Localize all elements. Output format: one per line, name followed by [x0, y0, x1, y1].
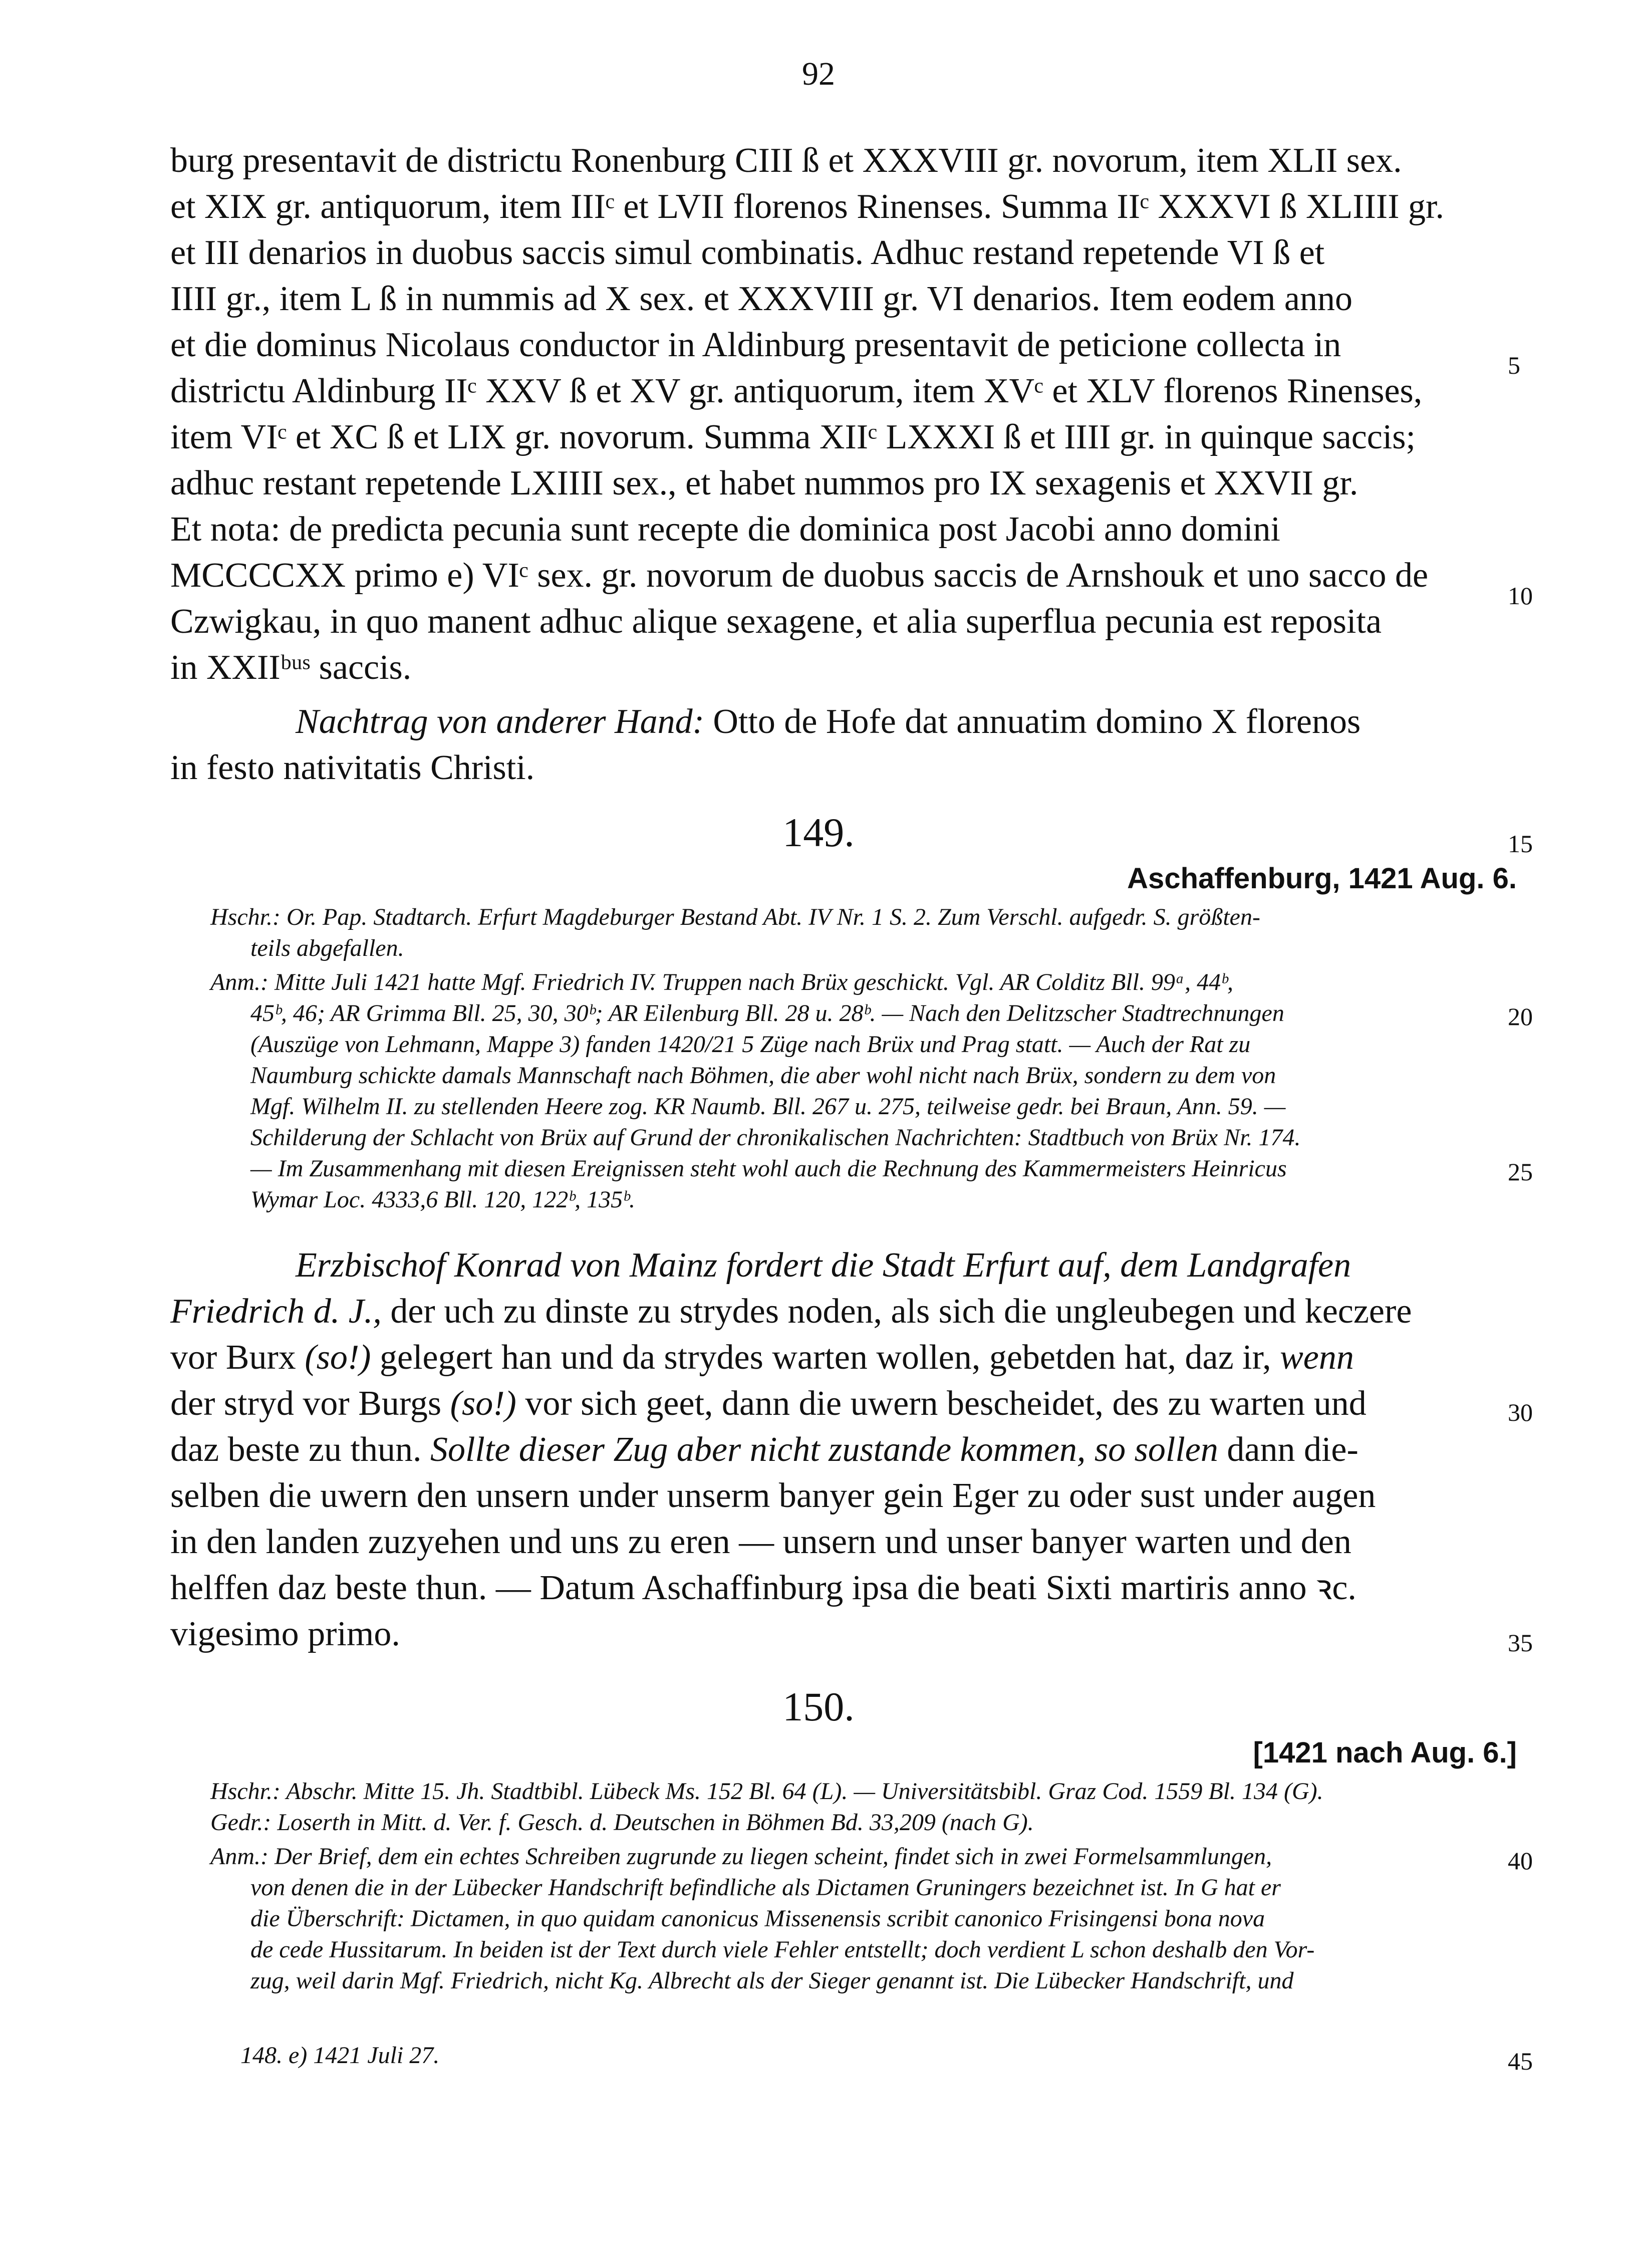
text-line: in XXIIᵇᵘˢ saccis.	[170, 648, 412, 687]
line-number: 35	[1508, 1629, 1533, 1657]
addendum-line	[296, 699, 1360, 745]
regest-line	[296, 1242, 1351, 1289]
text-line	[170, 1381, 1367, 1427]
line-number: 10	[1508, 582, 1533, 610]
note-line: 45ᵇ, 46; AR Grimma Bll. 25, 30, 30ᵇ; AR Eilenburg Bll. 28 u. 28ᵇ. — Nach den Delitzscher Stadtrechnungen	[250, 1000, 1284, 1027]
regest-text: Sollte dieser Zug aber nicht zustande kommen, so sollen	[430, 1430, 1218, 1469]
line-number: 15	[1508, 830, 1533, 858]
text-line: item VIᶜ et XC ß et LIX gr. novorum. Summa XIIᶜ LXXXI ß et IIII gr. in quinque saccis;	[170, 418, 1416, 456]
note-line: Hschr.: Or. Pap. Stadtarch. Erfurt Magdeburger Bestand Abt. IV Nr. 1 S. 2. Zum Verschl. aufgedr. S. größten-	[210, 904, 1260, 930]
note-line: Schilderung der Schlacht von Brüx auf Grund der chronikalischen Nachrichten: Stadtbuch von Brüx Nr. 174.	[250, 1124, 1301, 1151]
addendum-label: Nachtrag von anderer Hand:	[296, 702, 704, 741]
document-number: 149.	[782, 810, 855, 855]
addendum-line: in festo nativitatis Christi.	[170, 748, 535, 787]
sic-mark: (so!)	[305, 1338, 371, 1377]
quote-text: daz beste zu thun.	[170, 1430, 430, 1469]
quote-text: der uch zu dinste zu strydes noden, als sich die ungleubegen und keczere	[381, 1292, 1412, 1331]
text-line: helffen daz beste thun. — Datum Aschaffinburg ipsa die beati Sixti martiris anno ꝛc.	[170, 1569, 1356, 1607]
quote-text: dann die-	[1218, 1430, 1358, 1469]
note-line: Anm.: Mitte Juli 1421 hatte Mgf. Friedrich IV. Truppen nach Brüx geschickt. Vgl. AR Colditz Bll. 99ᵃ, 44ᵇ,	[210, 969, 1233, 995]
sic-mark: (so!)	[450, 1384, 516, 1423]
regest-text: Friedrich d. J.,	[170, 1292, 382, 1331]
addendum-text: Otto de Hofe dat annuatim domino X florenos	[713, 702, 1361, 741]
text-line	[170, 1427, 1358, 1473]
text-line: in den landen zuzyehen und uns zu eren — unsern und unser banyer warten und den	[170, 1523, 1351, 1561]
text-line: burg presentavit de districtu Ronenburg CIII ß et XXXVIII gr. novorum, item XLII sex.	[170, 141, 1402, 180]
quote-text: gelegert han und da strydes warten wollen, gebetden hat, daz ir,	[371, 1338, 1280, 1377]
place-date: [1421 nach Aug. 6.]	[1253, 1736, 1517, 1769]
note-line: Wymar Loc. 4333,6 Bll. 120, 122ᵇ, 135ᵇ.	[250, 1186, 636, 1213]
place-date: Aschaffenburg, 1421 Aug. 6.	[1127, 862, 1517, 895]
line-number: 25	[1508, 1158, 1533, 1186]
text-line: Et nota: de predicta pecunia sunt recepte die dominica post Jacobi anno domini	[170, 510, 1280, 549]
text-line	[170, 1335, 1354, 1381]
note-line: Hschr.: Abschr. Mitte 15. Jh. Stadtbibl. Lübeck Ms. 152 Bl. 64 (L). — Universitätsbibl. Graz Cod. 1559 Bl. 134 (G).	[210, 1778, 1323, 1805]
note-line: zug, weil darin Mgf. Friedrich, nicht Kg. Albrecht als der Sieger genannt ist. Die Lübecker Handschrift, und	[250, 1967, 1294, 1994]
line-number: 40	[1508, 1847, 1533, 1875]
quote-text: vor sich geet, dann die uwern bescheidet, des zu warten und	[516, 1384, 1367, 1423]
note-line: Naumburg schickte damals Mannschaft nach Böhmen, die aber wohl nicht nach Brüx, sondern zu dem von	[250, 1062, 1276, 1089]
regest-text: wenn	[1280, 1338, 1354, 1377]
line-number: 20	[1508, 1002, 1533, 1031]
note-line: Anm.: Der Brief, dem ein echtes Schreiben zugrunde zu liegen scheint, findet sich in zwei Formelsammlungen,	[210, 1843, 1272, 1870]
note-line: Mgf. Wilhelm II. zu stellenden Heere zog. KR Naumb. Bll. 267 u. 275, teilweise gedr. bei Braun, Ann. 59. —	[250, 1093, 1286, 1120]
line-number: 45	[1508, 2047, 1533, 2075]
text-line: adhuc restant repetende LXIIII sex., et habet nummos pro IX sexagenis et XXVII gr.	[170, 464, 1358, 502]
line-number: 30	[1508, 1398, 1533, 1426]
quote-text: vor Burx	[170, 1338, 305, 1377]
page-number: 92	[802, 56, 835, 92]
document-number: 150.	[782, 1684, 855, 1729]
note-line: teils abgefallen.	[250, 935, 404, 961]
footnote: 148. e) 1421 Juli 27.	[240, 2042, 440, 2069]
text-line: districtu Aldinburg IIᶜ XXV ß et XV gr. antiquorum, item XVᶜ et XLV florenos Rinenses,	[170, 372, 1423, 410]
text-line: MCCCCXX primo e) VIᶜ sex. gr. novorum de duobus saccis de Arnshouk et uno sacco de	[170, 556, 1429, 595]
note-line: — Im Zusammenhang mit diesen Ereignissen steht wohl auch die Rechnung des Kammermeisters Heinricus	[250, 1155, 1287, 1182]
text-line: selben die uwern den unsern under unserm banyer gein Eger zu oder sust under augen	[170, 1476, 1376, 1515]
quote-text: der stryd vor Burgs	[170, 1384, 450, 1423]
note-line: de cede Hussitarum. In beiden ist der Text durch viele Fehler entstellt; doch verdient L schon deshalb den Vor-	[250, 1936, 1315, 1963]
text-line: IIII gr., item L ß in nummis ad X sex. et XXXVIII gr. VI denarios. Item eodem anno	[170, 280, 1353, 318]
line-number: 5	[1508, 351, 1520, 379]
note-line: Gedr.: Loserth in Mitt. d. Ver. f. Gesch. d. Deutschen in Böhmen Bd. 33,209 (nach G).	[210, 1809, 1034, 1836]
text-line: et die dominus Nicolaus conductor in Aldinburg presentavit de peticione collecta in	[170, 326, 1341, 364]
note-line: von denen die in der Lübecker Handschrift befindliche als Dictamen Gruningers bezeichnet ist. In G hat er	[250, 1874, 1281, 1901]
text-line: et III denarios in duobus saccis simul combinatis. Adhuc restand repetende VI ß et	[170, 233, 1325, 272]
text-line: vigesimo primo.	[170, 1615, 400, 1653]
note-line: (Auszüge von Lehmann, Mappe 3) fanden 1420/21 5 Züge nach Brüx und Prag statt. — Auch der Rat zu	[250, 1031, 1251, 1058]
note-line: die Überschrift: Dictamen, in quo quidam canonicus Missenensis scribit canonico Frisingensi bona nova	[250, 1905, 1265, 1932]
text-line	[170, 1289, 1412, 1335]
regest-text: Erzbischof Konrad von Mainz fordert die Stadt Erfurt auf, dem Landgrafen	[296, 1246, 1351, 1285]
text-line: Czwigkau, in quo manent adhuc alique sexagene, et alia superflua pecunia est reposita	[170, 602, 1382, 641]
text-line: et XIX gr. antiquorum, item IIIᶜ et LVII florenos Rinenses. Summa IIᶜ XXXVI ß XLIIII gr.	[170, 187, 1444, 226]
